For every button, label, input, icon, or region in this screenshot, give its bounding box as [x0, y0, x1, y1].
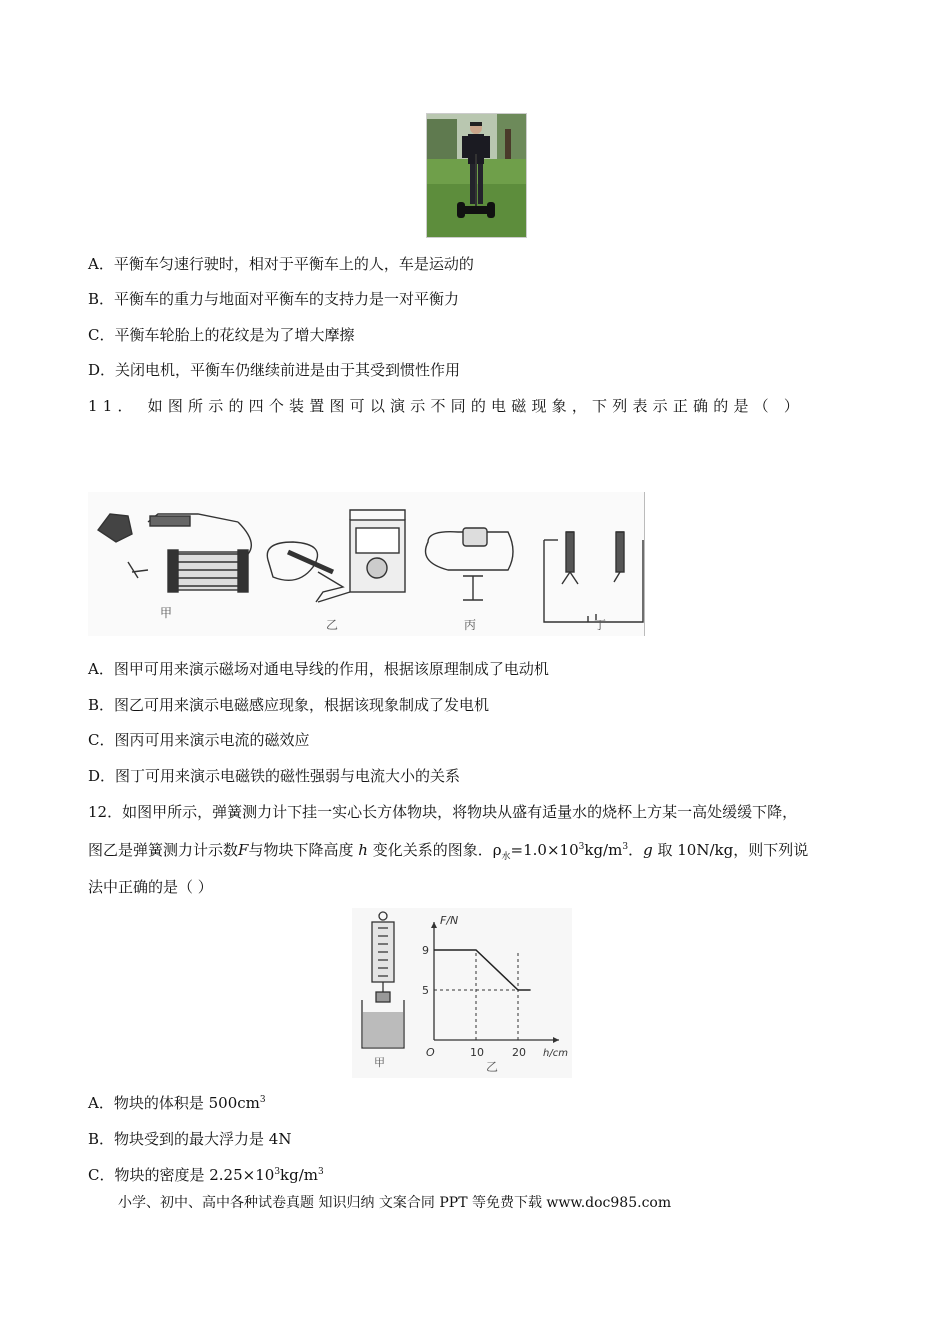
q11-label-bing: 丙 — [464, 618, 477, 632]
origin-label: O — [426, 1046, 435, 1059]
x-tick-label-1: 20 — [512, 1046, 526, 1059]
y-axis-label: F/N — [440, 914, 459, 927]
q12-stem-line3: 法中正确的是（ ） — [88, 878, 213, 896]
q12-option-a: A．物块的体积是 $500cm^3$ — [88, 1094, 266, 1112]
q11-option-b: B．图乙可用来演示电磁感应现象，根据该现象制成了发电机 — [88, 696, 490, 714]
q12-option-c: C．物块的密度是 $2.25\times 10^3kg/m^3$ — [88, 1166, 324, 1184]
q11-option-d: D．图丁可用来演示电磁铁的磁性强弱与电流大小的关系 — [88, 767, 461, 785]
series-line — [434, 950, 531, 990]
y-axis-arrow — [431, 922, 437, 928]
q12-label-yi: 乙 — [486, 1060, 499, 1074]
spring-scale-beaker-illustration — [352, 908, 412, 1078]
q11-figure — [88, 492, 645, 636]
q12-stem-line1: 12．如图甲所示，弹簧测力计下挂一实心长方体物块，将物块从盛有适量水的烧杯上方某一高处缓缓下降， — [88, 803, 798, 821]
force-height-graph — [412, 908, 572, 1078]
q11-stem: 11． 如图所示的四个装置图可以演示不同的电磁现象，下列表示正确的是（ ） — [88, 397, 805, 415]
q12-label-jia: 甲 — [374, 1056, 385, 1069]
page-footer: 小学、初中、高中各种试卷真题 知识归纳 文案合同 PPT 等免费下载 www.doc985.com — [118, 1195, 672, 1211]
y-tick-label-0: 5 — [422, 984, 429, 997]
q10-option-a: A．平衡车匀速行驶时，相对于平衡车上的人，车是运动的 — [88, 255, 474, 273]
balance-scooter-photo — [426, 113, 527, 238]
x-tick-label-0: 10 — [470, 1046, 484, 1059]
q11-label-jia: 甲 — [160, 606, 173, 620]
x-axis-arrow — [553, 1037, 559, 1043]
q10-option-b: B．平衡车的重力与地面对平衡车的支持力是一对平衡力 — [88, 290, 460, 308]
q11-option-a: A．图甲可用来演示磁场对通电导线的作用，根据该原理制成了电动机 — [88, 660, 549, 678]
q11-option-c: C．图丙可用来演示电流的磁效应 — [88, 731, 310, 749]
q12-option-b: B．物块受到的最大浮力是 4N — [88, 1130, 292, 1148]
q12-stem-line2: 图乙是弹簧测力计示数F与物块下降高度 h 变化关系的图象．$\rho_水=1.0\times 10^3kg/m^3$．g 取 10N/kg，则下列说 — [88, 841, 809, 862]
x-axis-label: h/cm — [543, 1048, 568, 1059]
q11-label-ding: 丁 — [594, 618, 607, 632]
q12-figure — [352, 908, 572, 1078]
q10-option-d: D．关闭电机，平衡车仍继续前进是由于其受到惯性作用 — [88, 361, 461, 379]
q10-option-c: C．平衡车轮胎上的花纹是为了增大摩擦 — [88, 326, 355, 344]
y-tick-label-1: 9 — [422, 944, 429, 957]
q11-label-yi: 乙 — [326, 618, 339, 632]
